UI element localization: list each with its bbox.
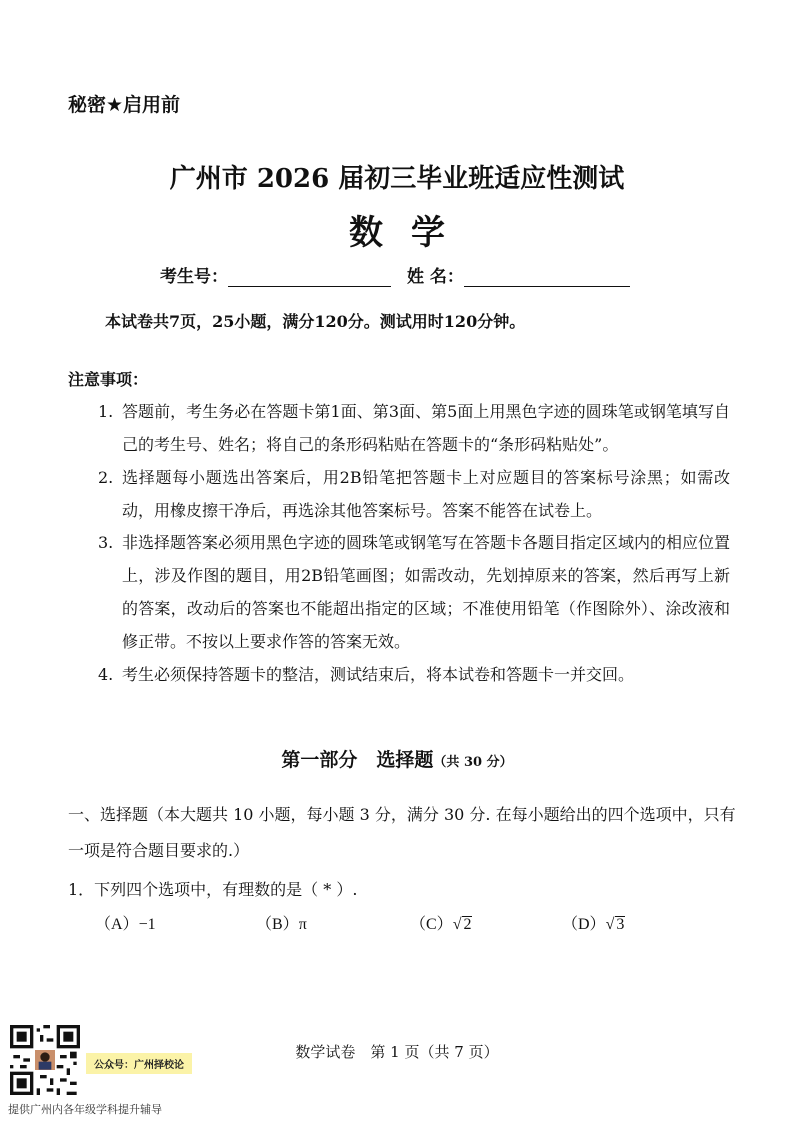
option-b[interactable] bbox=[256, 911, 307, 934]
note-text: 答题前，考生务必在答题卡第1面、第3面、第5面上用黑色字迹的圆珠笔或钢笔填写自己的考生号、姓名；将自己的条形码粘贴在答题卡的“条形码粘贴处”。 bbox=[122, 402, 730, 454]
exam-intro: 本试卷共7页，25小题，满分120分。测试用时120分钟。 bbox=[105, 312, 526, 331]
option-label: （B） bbox=[256, 916, 299, 933]
note-number: 1. bbox=[98, 402, 114, 421]
section-title bbox=[0, 745, 794, 772]
option-value: π bbox=[298, 916, 307, 933]
name-blank[interactable] bbox=[464, 266, 630, 287]
radical-sign: √ bbox=[605, 916, 615, 933]
qr-code-icon bbox=[10, 1025, 80, 1095]
option-radicand: 2 bbox=[463, 916, 472, 933]
option-label: （D） bbox=[562, 916, 606, 933]
note-text: 非选择题答案必须用黑色字迹的圆珠笔或钢笔写在答题卡各题目指定区域内的相应位置上，涉及作图的题目，用2B铅笔画图；如需改动，先划掉原来的答案，然后再写上新的答案，改动后的答案也不能超出指定的区域；不准使用铅笔（作图除外）、涂改液和修正带。不按以上要求作答的答案无效。 bbox=[122, 533, 731, 651]
note-number: 3. bbox=[98, 533, 114, 552]
question-1-stem: 1．下列四个选项中，有理数的是（ * ）. bbox=[68, 880, 358, 899]
option-c[interactable] bbox=[410, 911, 472, 934]
exam-title: 广州市 2026 届初三毕业班适应性测试 bbox=[169, 164, 625, 194]
option-a[interactable] bbox=[95, 911, 156, 934]
section-name: 第一部分 选择题 bbox=[281, 749, 434, 771]
subject-title: 数学 bbox=[349, 213, 473, 253]
option-label: （A） bbox=[95, 916, 139, 933]
exam-number-blank[interactable] bbox=[228, 266, 391, 287]
note-number: 4. bbox=[98, 665, 114, 684]
provider-label: 提供广州内各年级学科提升辅导 bbox=[8, 1103, 162, 1116]
multiple-choice-heading: 一、选择题（本大题共 10 小题，每小题 3 分，满分 30 分. 在每小题给出的四个选项中，只有一项是符合题目要求的.） bbox=[68, 805, 736, 860]
name-label: 姓 名： bbox=[407, 267, 464, 287]
note-text: 考生必须保持答题卡的整洁，测试结束后，将本试卷和答题卡一并交回。 bbox=[122, 665, 635, 684]
page-footer: 数学试卷 第 1 页（共 7 页） bbox=[295, 1043, 499, 1061]
radical-sign: √ bbox=[452, 916, 462, 933]
wechat-account-label: 公众号：广州择校论 bbox=[86, 1053, 192, 1074]
option-d[interactable] bbox=[562, 911, 625, 934]
note-text: 选择题每小题选出答案后，用2B铅笔把答题卡上对应题目的答案标号涂黑；如需改动，用橡皮擦干净后，再选涂其他答案标号。答案不能答在试卷上。 bbox=[122, 468, 730, 520]
note-number: 2. bbox=[98, 468, 114, 487]
candidate-fields bbox=[160, 262, 630, 287]
option-label: （C） bbox=[410, 916, 453, 933]
option-value: −1 bbox=[138, 916, 156, 933]
exam-number-label: 考生号： bbox=[160, 267, 228, 287]
option-radicand: 3 bbox=[616, 916, 625, 933]
secret-label: 秘密★启用前 bbox=[68, 94, 181, 116]
notes-heading: 注意事项： bbox=[68, 370, 149, 389]
section-points: （共 30 分） bbox=[433, 755, 513, 770]
